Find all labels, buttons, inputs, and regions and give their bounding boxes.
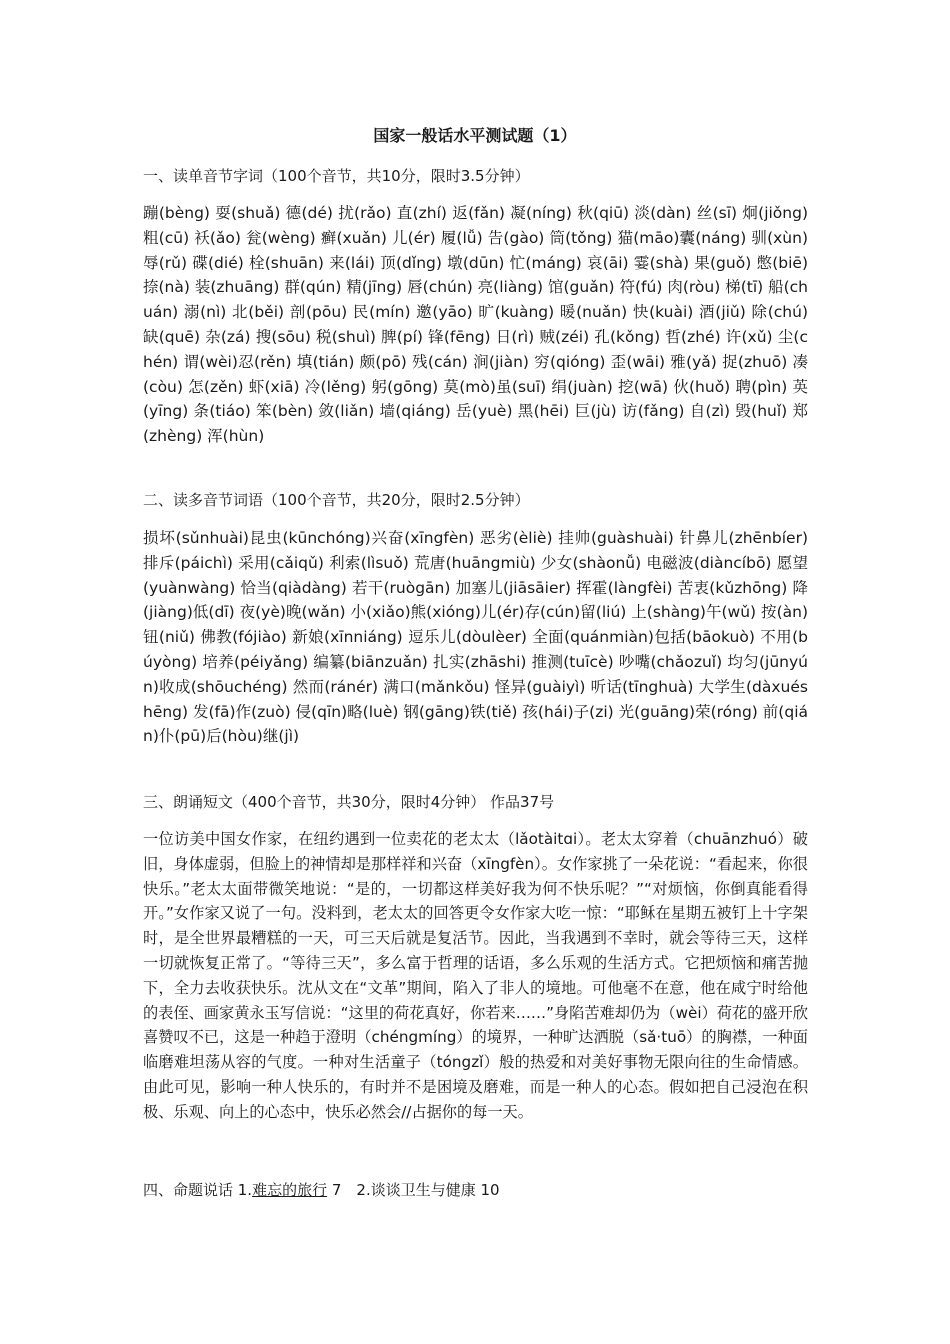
- section4-line: [143, 1180, 823, 1200]
- section1-syllables: 蹦(bèng) 耍(shuǎ) 德(dé) 扰(rǎo) 直(zhí) 返(fǎn) 凝(níng) 秋(qiū) 淡(dàn) 丝(sī) 炯(jiǒng) 粗(cū) 袄(ǎo) 瓮(wèng) 癣(xuǎn) 儿(ér) 履(lǚ) 告(gào) 筒(tǒng) 猫(māo)囊(náng) 驯(xùn) 辱(rǔ) 碟(dié) 栓(shuān) 来(lái) 顶(dǐng) 墩(dūn) 忙(máng) 哀(āi) 霎(shà) 果(guǒ) 憋(biē) 捺(nà) 装(zhuāng) 群(qún) 精(jīng) 唇(chún) 亮(liàng) 馆(guǎn) 符(fú) 肉(ròu) 梯(tī) 船(chuán) 溺(nì) 北(běi) 剖(pōu) 民(mín) 邀(yāo) 旷(kuàng) 暖(nuǎn) 快(kuài) 酒(jiǔ) 除(chú) 缺(quē) 杂(zá) 搜(sōu) 税(shuì) 脾(pí) 锋(fēng) 日(rì) 贼(zéi) 孔(kǒng) 哲(zhé) 许(xǔ) 尘(chén) 谓(wèi)忍(rěn) 填(tián) 颇(pō) 残(cán) 涧(jiàn) 穷(qióng) 歪(wāi) 雅(yǎ) 捉(zhuō) 凑(còu) 怎(zěn) 虾(xiā) 冷(lěng) 躬(gōng) 莫(mò)虽(suī) 绢(juàn) 挖(wā) 伙(huǒ) 聘(pìn) 英(yīng) 条(tiáo) 笨(bèn) 敛(liǎn) 墙(qiáng) 岳(yuè) 黑(hēi) 巨(jù) 访(fǎng) 自(zì) 毁(huǐ) 郑(zhèng) 浑(hùn): [143, 204, 808, 446]
- section1-heading: 一、读单音节字词（100个音节，共10分，限时3.5分钟）: [143, 167, 530, 185]
- section4-rest: 7 2.谈谈卫生与健康 10: [327, 1181, 500, 1199]
- section4-topic1: 难忘的旅行: [252, 1181, 328, 1199]
- section2-heading: 二、读多音节词语（100个音节，共20分，限时2.5分钟）: [143, 491, 530, 509]
- section4-prefix: 四、命题说话 1.: [143, 1181, 253, 1199]
- section3-passage: 一位访美中国女作家，在纽约遇到一位卖花的老太太（lǎotàitɑi）。老太太穿着（chuānzhuó）破旧，身体虚弱，但脸上的神情却是那样祥和兴奋（xīngfèn）。女作家挑了一朵花说：“看起来，你很快乐。”老太太面带微笑地说：“是的，一切都这样美好我为何不快乐呢？”“对烦恼，你倒真能看得开。”女作家又说了一句。没料到，老太太的回答更令女作家大吃一惊：“耶稣在星期五被钉上十字架时，是全世界最糟糕的一天，可三天后就是复活节。因此，当我遇到不幸时，就会等待三天，这样一切就恢复正常了。“等待三天”，多么富于哲理的话语，多么乐观的生活方式。它把烦恼和痛苦抛下，全力去收获快乐。沈从文在“文革”期间，陷入了非人的境地。可他毫不在意，他在咸宁时给他的表侄、画家黄永玉写信说：“这里的荷花真好，你若来……”身陷苦难却仍为（wèi）荷花的盛开欣喜赞叹不已，这是一种趋于澄明（chéngmíng）的境界，一种旷达洒脱（sǎ·tuō）的胸襟，一种面临磨难坦荡从容的气度。一种对生活童子（tóngzǐ）般的热爱和对美好事物无限向往的生命情感。由此可见，影响一种人快乐的，有时并不是困境及磨难，而是一种人的心态。假如把自己浸泡在积极、乐观、向上的心态中，快乐必然会//占据你的每一天。: [143, 830, 808, 1121]
- section2-words: 损坏(sǔnhuài)昆虫(kūnchóng)兴奋(xīngfèn) 恶劣(èliè) 挂帅(guàshuài) 针鼻儿(zhēnbíer) 排斥(páichì) 采用(cǎiqǔ) 利索(lìsuǒ) 荒唐(huāngmiù) 少女(shàonǚ) 电磁波(diàncíbō) 愿望(yuànwàng) 恰当(qiàdàng) 若干(ruògān) 加塞儿(jiāsāier) 挥霍(làngfèi) 苦衷(kǔzhōng) 降(jiàng)低(dī) 夜(yè)晚(wǎn) 小(xiǎo)熊(xióng)儿(ér)存(cún)留(liú) 上(shàng)午(wǔ) 按(àn)钮(niǔ) 佛教(fójiào) 新娘(xīnniáng) 逗乐儿(dòulèer) 全面(quánmiàn)包括(bāokuò) 不用(búyòng) 培养(péiyǎng) 编纂(biānzuǎn) 扎实(zhāshi) 推测(tuīcè) 吵嘴(chǎozuǐ) 均匀(jūnyún)收成(shōuchéng) 然而(ránér) 满口(mǎnkǒu) 怪异(guàiyì) 听话(tīnghuà) 大学生(dàxuéshēng) 发(fā)作(zuò) 侵(qīn)略(luè) 钢(gāng)铁(tiě) 孩(hái)子(zi) 光(guāng)荣(róng) 前(qián)仆(pū)后(hòu)继(jì): [143, 529, 808, 746]
- section3-heading: 三、朗诵短文（400个音节，共30分，限时4分钟） 作品37号: [143, 793, 555, 811]
- page-title: 国家一般话水平测试题（1）: [373, 126, 577, 145]
